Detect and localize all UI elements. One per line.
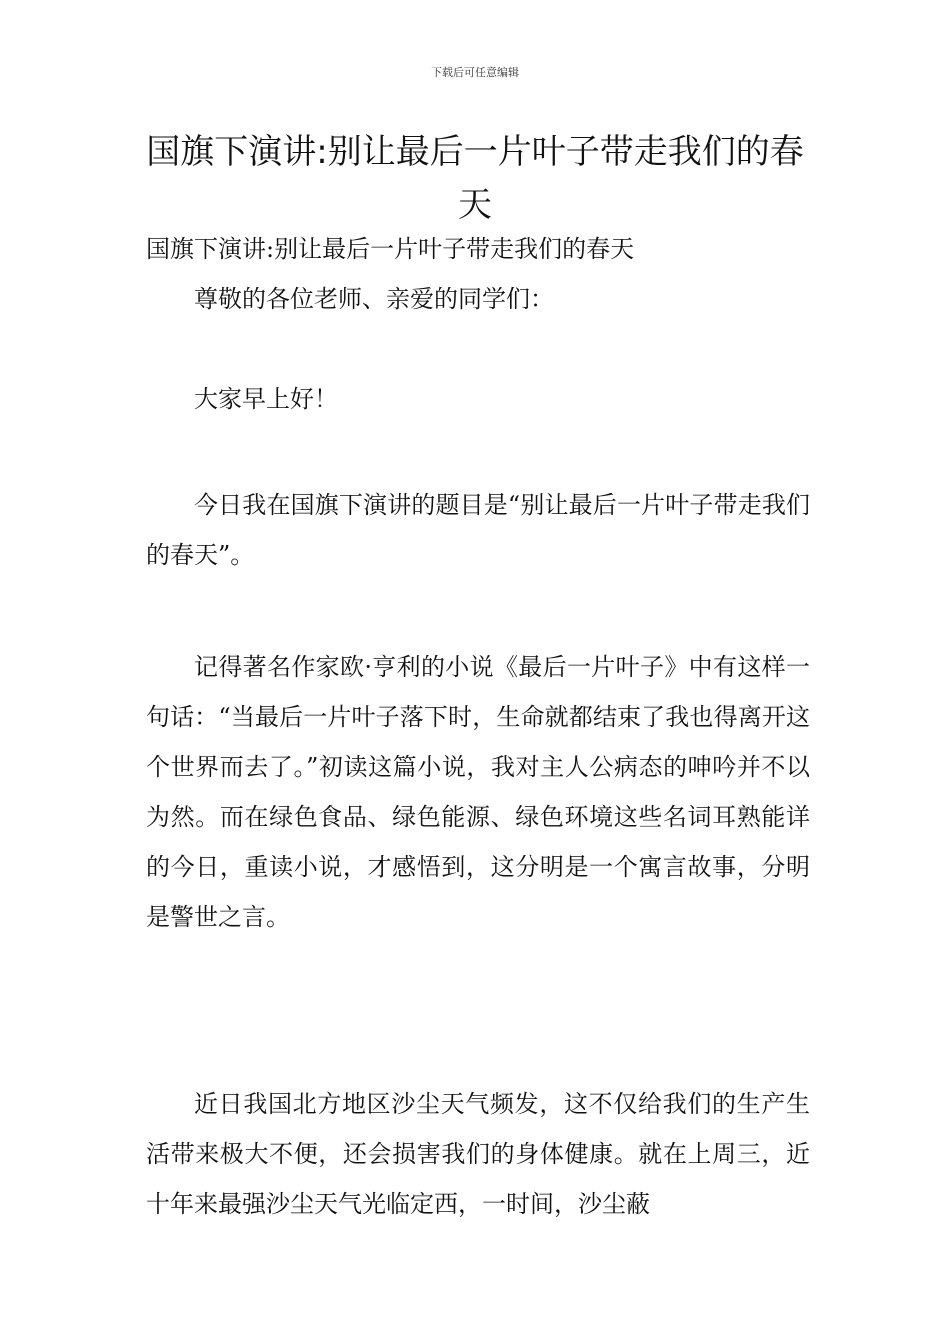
paragraph-morning: 大家早上好！ xyxy=(194,385,338,413)
page-title: 国旗下演讲:别让最后一片叶子带走我们的春天 xyxy=(146,132,804,225)
document-body xyxy=(146,230,810,1229)
paragraph-dust: 近日我国北方地区沙尘天气频发，这不仅给我们的生产生活带来极大不便，还会损害我们的身体健康。就在上周三，近十年来最强沙尘天气光临定西，一时间，沙尘蔽 xyxy=(146,1090,810,1218)
paragraph-story: 记得著名作家欧·亨利的小说《最后一片叶子》中有这样一句话：“当最后一片叶子落下时，生命就都结束了我也得离开这个世界而去了。”初读这篇小说，我对主人公病态的呻吟并不以为然。而在绿色食品、绿色能源、绿色环境这些名词耳熟能详的今日，重读小说，才感悟到，这分明是一个寓言故事，分明是警世之言。 xyxy=(146,653,810,931)
paragraph-topic: 今日我在国旗下演讲的题目是“别让最后一片叶子带走我们的春天”。 xyxy=(146,491,810,569)
subtitle-line: 国旗下演讲:别让最后一片叶子带走我们的春天 xyxy=(146,235,635,263)
watermark-text: 下载后可任意编辑 xyxy=(431,66,519,79)
paragraph-greeting: 尊敬的各位老师、亲爱的同学们： xyxy=(194,285,554,313)
